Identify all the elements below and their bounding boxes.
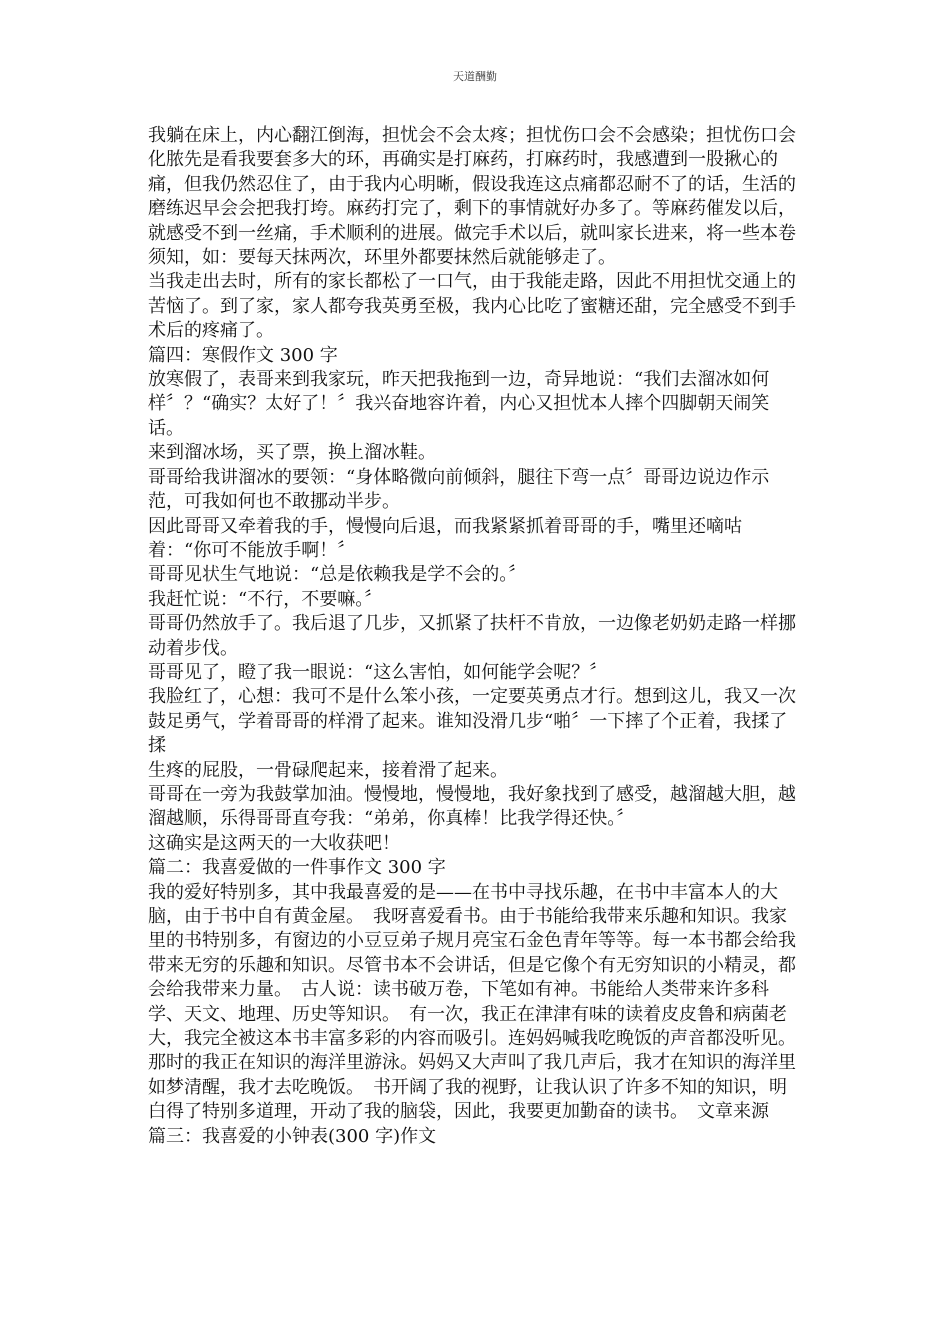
section-heading: 篇四：寒假作文 300 字 bbox=[148, 344, 338, 366]
paragraph: 生疼的屁股，一骨碌爬起来，接着滑了起来。 bbox=[148, 759, 508, 781]
paragraph: 哥哥在一旁为我鼓掌加油。慢慢地，慢慢地，我好象找到了感受，越溜越大胆，越溜越顺，乐得哥哥直夸我：“弟弟，你真棒！比我学得还快。〞 bbox=[148, 783, 796, 830]
paragraph: 当我走出去时，所有的家长都松了一口气，由于我能走路，因此不用担忧交通上的苦恼了。到了家，家人都夸我英勇至极，我内心比吃了蜜糖还甜，完全感受不到手术后的疼痛了。 bbox=[148, 271, 796, 342]
paragraph: 我躺在床上，内心翻江倒海，担忧会不会太疼；担忧伤口会不会感染；担忧伤口会化脓先是看我要套多大的环，再确实是打麻药，打麻药时，我感遭到一股揪心的痛，但我仍然忍住了，由于我内心明晰，假设我连这点痛都忍耐不了的话，生活的磨练迟早会会把我打垮。麻药打完了，剩下的事情就好办多了。等麻药催发以后，就感受不到一丝痛，手术顺利的进展。做完手术以后，就叫家长进来，将一些本卷须知，如：要每天抹两次，环里外都要抹然后就能够走了。 bbox=[148, 125, 796, 269]
document-body bbox=[148, 124, 804, 1149]
section-heading: 篇二：我喜爱做的一件事作文 300 字 bbox=[148, 857, 446, 879]
paragraph: 我的爱好特别多，其中我最喜爱的是——在书中寻找乐趣，在书中丰富本人的大脑，由于书中自有黄金屋。 我呀喜爱看书。由于书能给我带来乐趣和知识。我家里的书特别多，有窗边的小豆豆弟子规月亮宝石金色青年等等。每一本书都会给我带来无穷的乐趣和知识。尽管书本不会讲话，但是它像个有无穷知识的小精灵，都会给我带来力量。 古人说：读书破万卷，下笔如有神。书能给人类带来许多科学、天文、地理、历史等知识。 有一次，我正在津津有味的读着皮皮鲁和病菌老大，我完全被这本书丰富多彩的内容而吸引。连妈妈喊我吃晚饭的声音都没听见。那时的我正在知识的海洋里游泳。妈妈又大声叫了我几声后，我才在知识的海洋里如梦清醒，我才去吃晚饭。 书开阔了我的视野，让我认识了许多不知的知识，明白得了特别多道理，开动了我的脑袋，因此，我要更加勤奋的读书。 文章来源 bbox=[148, 881, 796, 1123]
paragraph: 哥哥给我讲溜冰的要领：“身体略微向前倾斜，腿往下弯一点〞哥哥边说边作示范，可我如何也不敢挪动半步。 bbox=[148, 466, 770, 513]
paragraph: 这确实是这两天的一大收获吧！ bbox=[148, 832, 400, 854]
paragraph: 我赶忙说：“不行，不要嘛。〞 bbox=[148, 588, 383, 610]
paragraph: 因此哥哥又牵着我的手，慢慢向后退，而我紧紧抓着哥哥的手，嘴里还嘀咕着：“你可不能放手啊！〞 bbox=[148, 515, 742, 561]
paragraph: 哥哥见了，瞪了我一眼说：“这么害怕，如何能学会呢？〞 bbox=[148, 661, 608, 683]
paragraph: 我脸红了，心想：我可不是什么笨小孩，一定要英勇点才行。想到这儿，我又一次鼓足勇气，学着哥哥的样滑了起来。谁知没滑几步“啪〞一下摔了个正着，我揉了揉 bbox=[148, 686, 796, 757]
paragraph: 哥哥见状生气地说：“总是依赖我是学不会的。〞 bbox=[148, 564, 527, 586]
section-heading: 篇三：我喜爱的小钟表(300 字)作文 bbox=[148, 1125, 437, 1147]
paragraph: 哥哥仍然放手了。我后退了几步，又抓紧了扶杆不肯放，一边像老奶奶走路一样挪动着步伐。 bbox=[148, 613, 796, 659]
paragraph: 来到溜冰场，买了票，换上溜冰鞋。 bbox=[148, 442, 436, 464]
paragraph: 放寒假了，表哥来到我家玩，昨天把我拖到一边，奇异地说：“我们去溜冰如何样〞？“确实？太好了！〞我兴奋地容许着，内心又担忧本人摔个四脚朝天闹笑话。 bbox=[148, 369, 770, 439]
page-header: 天道酬勤 bbox=[453, 70, 497, 83]
